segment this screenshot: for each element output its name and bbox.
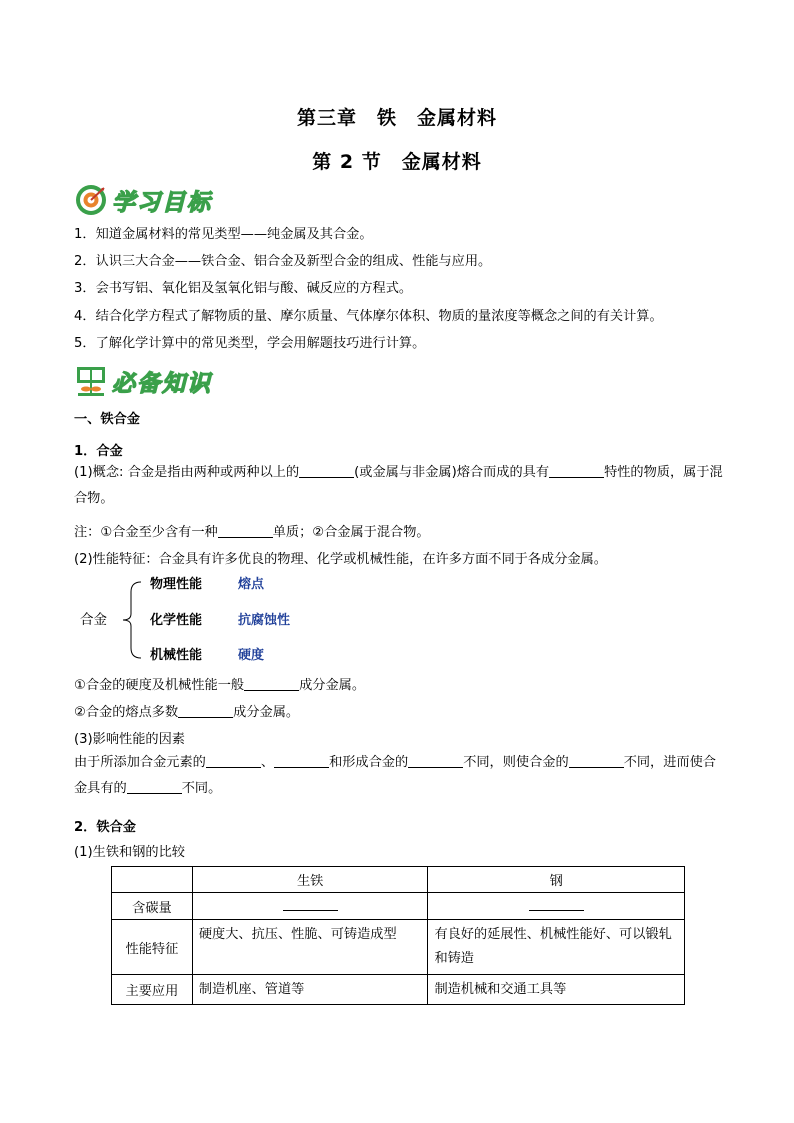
alloy-prop-name: 机械性能 xyxy=(150,648,203,663)
chapter-title: 第三章 铁 金属材料 xyxy=(296,107,498,129)
fill-blank[interactable] xyxy=(529,898,584,911)
fill-blank[interactable] xyxy=(218,523,273,538)
objective-item: 5．了解化学计算中的常见类型，学会用解题技巧进行计算。 xyxy=(74,336,426,351)
table-row xyxy=(112,920,685,975)
table-header-row xyxy=(112,867,685,893)
objective-item: 3．会书写铝、氧化铝及氢氧化铝与酸、碱反应的方程式。 xyxy=(74,281,413,296)
objective-item: 2．认识三大合金——铁合金、铝合金及新型合金的组成、性能与应用。 xyxy=(74,254,492,269)
objectives-banner-text: 学习目标 xyxy=(112,189,212,216)
alloy-prop-name: 化学性能 xyxy=(150,613,203,628)
subsection-heading: 2．铁合金 xyxy=(74,820,136,835)
table-cell-label: 含碳量 xyxy=(112,893,193,920)
book-plant-icon xyxy=(74,365,108,397)
fill-blank[interactable] xyxy=(206,753,261,768)
objectives-banner xyxy=(74,183,212,217)
alloy-prop-value: 抗腐蚀性 xyxy=(238,613,291,628)
fill-blank[interactable] xyxy=(549,463,604,478)
table-cell xyxy=(428,893,685,920)
table-row xyxy=(112,893,685,920)
comparison-table xyxy=(111,866,685,1005)
fill-blank[interactable] xyxy=(274,753,329,768)
table-cell-label: 主要应用 xyxy=(112,975,193,1005)
table-cell xyxy=(192,893,428,920)
alloy-prop-value: 熔点 xyxy=(238,577,265,592)
knowledge-banner-text: 必备知识 xyxy=(112,370,212,397)
fill-blank[interactable] xyxy=(408,753,463,768)
alloy-prop-name: 物理性能 xyxy=(150,577,203,592)
section-heading: 一、铁合金 xyxy=(74,412,140,427)
concept-paragraph: (1)概念: 合金是指由两种或两种以上的 (或金属与非金属)熔合而成的具有 特性的物质，属于混合物。 xyxy=(74,465,723,506)
table-header-cell: 钢 xyxy=(428,867,685,893)
knowledge-banner xyxy=(74,364,212,398)
melting-line: ②合金的熔点多数 成分金属。 xyxy=(74,705,300,720)
table-cell-label: 性能特征 xyxy=(112,920,193,975)
table-header-cell xyxy=(112,867,193,893)
hardness-line: ①合金的硬度及机械性能一般 成分金属。 xyxy=(74,678,366,693)
table-cell: 制造机械和交通工具等 xyxy=(428,975,685,1005)
alloy-root-label: 合金 xyxy=(80,612,107,628)
table-header-cell: 生铁 xyxy=(192,867,428,893)
fill-blank[interactable] xyxy=(299,463,354,478)
factors-heading: (3)影响性能的因素 xyxy=(74,732,185,747)
objective-item: 4．结合化学方程式了解物质的量、摩尔质量、气体摩尔体积、物质的量浓度等概念之间的有关计算。 xyxy=(74,309,663,324)
brace-icon xyxy=(115,580,145,660)
alloy-prop-value: 硬度 xyxy=(238,648,265,663)
subsection-heading: 1．合金 xyxy=(74,444,123,459)
fill-blank[interactable] xyxy=(569,753,624,768)
fill-blank[interactable] xyxy=(178,703,233,718)
table-cell: 硬度大、抗压、性脆、可铸造成型 xyxy=(192,920,428,975)
target-icon xyxy=(74,183,108,217)
table-row xyxy=(112,975,685,1005)
objective-item: 1．知道金属材料的常见类型——纯金属及其合金。 xyxy=(74,227,373,242)
note-line: 注：①合金至少含有一种 单质；②合金属于混合物。 xyxy=(74,525,430,540)
fill-blank[interactable] xyxy=(283,898,338,911)
traits-line: (2)性能特征：合金具有许多优良的物理、化学或机械性能，在许多方面不同于各成分金属。 xyxy=(74,552,607,567)
table-cell: 制造机座、管道等 xyxy=(192,975,428,1005)
compare-heading: (1)生铁和钢的比较 xyxy=(74,845,185,860)
fill-blank[interactable] xyxy=(244,676,299,691)
fill-blank[interactable] xyxy=(127,779,182,794)
section-title: 第 2 节 金属材料 xyxy=(312,151,482,173)
table-cell: 有良好的延展性、机械性能好、可以锻轧和铸造 xyxy=(428,920,685,975)
factors-paragraph: 由于所添加合金元素的 、 和形成合金的 不同，则使合金的 不同，进而使合金具有的 不同。 xyxy=(74,755,716,796)
